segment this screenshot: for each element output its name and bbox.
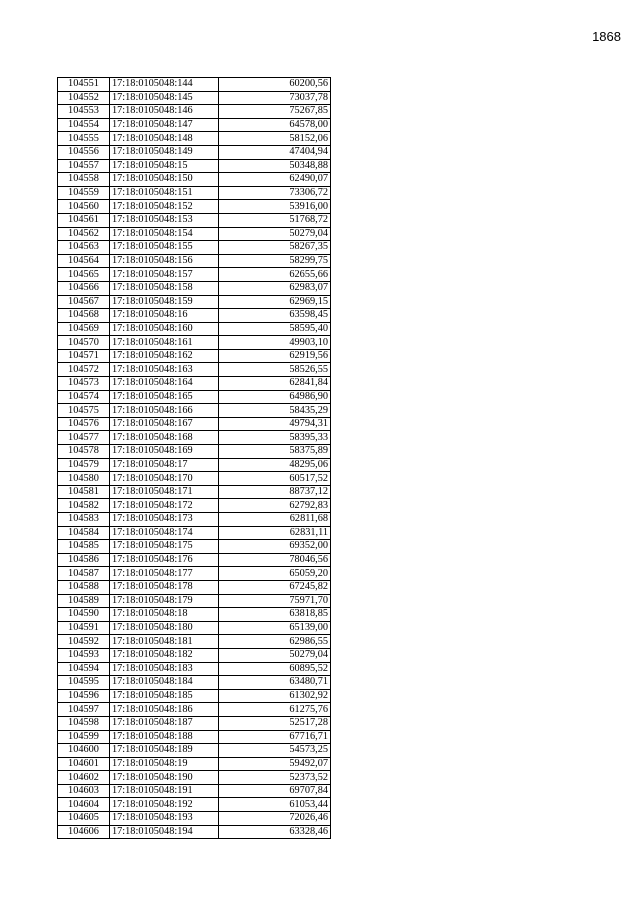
record-number-cell: 104580 <box>58 472 110 486</box>
cadastral-value-cell: 62655,66 <box>219 268 331 282</box>
cadastral-value-cell: 62792,83 <box>219 499 331 513</box>
cadastral-value-cell: 61302,92 <box>219 689 331 703</box>
cadastral-value-cell: 65139,00 <box>219 621 331 635</box>
cadastral-value-cell: 58526,55 <box>219 363 331 377</box>
table-row <box>58 812 331 826</box>
cadastral-number-cell: 17:18:0105048:153 <box>110 213 219 227</box>
cadastral-value-cell: 48295,06 <box>219 458 331 472</box>
cadastral-number-cell: 17:18:0105048:168 <box>110 431 219 445</box>
cadastral-number-cell: 17:18:0105048:183 <box>110 662 219 676</box>
cadastral-value-cell: 60895,52 <box>219 662 331 676</box>
cadastral-number-cell: 17:18:0105048:162 <box>110 349 219 363</box>
table-row <box>58 213 331 227</box>
cadastral-number-cell: 17:18:0105048:184 <box>110 676 219 690</box>
cadastral-value-cell: 73306,72 <box>219 186 331 200</box>
cadastral-value-table <box>57 77 331 839</box>
table-row <box>58 200 331 214</box>
cadastral-number-cell: 17:18:0105048:150 <box>110 173 219 187</box>
record-number-cell: 104583 <box>58 513 110 527</box>
cadastral-value-cell: 49794,31 <box>219 417 331 431</box>
record-number-cell: 104564 <box>58 254 110 268</box>
record-number-cell: 104559 <box>58 186 110 200</box>
cadastral-value-cell: 62969,15 <box>219 295 331 309</box>
record-number-cell: 104556 <box>58 145 110 159</box>
cadastral-number-cell: 17:18:0105048:169 <box>110 445 219 459</box>
cadastral-value-cell: 60200,56 <box>219 78 331 92</box>
table-row <box>58 377 331 391</box>
table-row <box>58 757 331 771</box>
record-number-cell: 104575 <box>58 404 110 418</box>
cadastral-number-cell: 17:18:0105048:151 <box>110 186 219 200</box>
record-number-cell: 104599 <box>58 730 110 744</box>
cadastral-value-cell: 47404,94 <box>219 145 331 159</box>
table-row <box>58 404 331 418</box>
record-number-cell: 104600 <box>58 744 110 758</box>
cadastral-number-cell: 17:18:0105048:19 <box>110 757 219 771</box>
table-row <box>58 580 331 594</box>
table-row <box>58 445 331 459</box>
record-number-cell: 104560 <box>58 200 110 214</box>
table-row <box>58 159 331 173</box>
cadastral-value-cell: 50279,04 <box>219 227 331 241</box>
cadastral-value-cell: 50348,88 <box>219 159 331 173</box>
table-row <box>58 798 331 812</box>
cadastral-value-cell: 75267,85 <box>219 105 331 119</box>
table-row <box>58 78 331 92</box>
table-row <box>58 363 331 377</box>
cadastral-value-cell: 58375,89 <box>219 445 331 459</box>
table-row <box>58 268 331 282</box>
cadastral-value-cell: 60517,52 <box>219 472 331 486</box>
record-number-cell: 104568 <box>58 309 110 323</box>
cadastral-number-cell: 17:18:0105048:167 <box>110 417 219 431</box>
cadastral-value-cell: 63598,45 <box>219 309 331 323</box>
page-number: 1868 <box>592 29 621 44</box>
record-number-cell: 104590 <box>58 608 110 622</box>
table-row <box>58 526 331 540</box>
table-row <box>58 472 331 486</box>
cadastral-number-cell: 17:18:0105048:188 <box>110 730 219 744</box>
cadastral-number-cell: 17:18:0105048:16 <box>110 309 219 323</box>
cadastral-value-cell: 73037,78 <box>219 91 331 105</box>
table-row <box>58 689 331 703</box>
cadastral-number-cell: 17:18:0105048:146 <box>110 105 219 119</box>
record-number-cell: 104596 <box>58 689 110 703</box>
record-number-cell: 104576 <box>58 417 110 431</box>
table-row <box>58 771 331 785</box>
record-number-cell: 104602 <box>58 771 110 785</box>
cadastral-value-cell: 62919,56 <box>219 349 331 363</box>
record-number-cell: 104606 <box>58 825 110 839</box>
table-row <box>58 540 331 554</box>
table-row <box>58 567 331 581</box>
table-row <box>58 105 331 119</box>
cadastral-value-cell: 88737,12 <box>219 485 331 499</box>
table-row <box>58 349 331 363</box>
table-row <box>58 145 331 159</box>
record-number-cell: 104578 <box>58 445 110 459</box>
cadastral-number-cell: 17:18:0105048:147 <box>110 118 219 132</box>
record-number-cell: 104594 <box>58 662 110 676</box>
table-row <box>58 431 331 445</box>
cadastral-number-cell: 17:18:0105048:152 <box>110 200 219 214</box>
cadastral-value-cell: 58595,40 <box>219 322 331 336</box>
cadastral-value-cell: 63480,71 <box>219 676 331 690</box>
record-number-cell: 104582 <box>58 499 110 513</box>
cadastral-value-cell: 69707,84 <box>219 784 331 798</box>
cadastral-number-cell: 17:18:0105048:154 <box>110 227 219 241</box>
table-row <box>58 499 331 513</box>
cadastral-number-cell: 17:18:0105048:192 <box>110 798 219 812</box>
record-number-cell: 104574 <box>58 390 110 404</box>
cadastral-number-cell: 17:18:0105048:18 <box>110 608 219 622</box>
table-row <box>58 648 331 662</box>
table-row <box>58 417 331 431</box>
cadastral-number-cell: 17:18:0105048:171 <box>110 485 219 499</box>
record-number-cell: 104587 <box>58 567 110 581</box>
cadastral-value-cell: 65059,20 <box>219 567 331 581</box>
table-row <box>58 703 331 717</box>
table-row <box>58 390 331 404</box>
record-number-cell: 104595 <box>58 676 110 690</box>
table-row <box>58 485 331 499</box>
cadastral-number-cell: 17:18:0105048:144 <box>110 78 219 92</box>
record-number-cell: 104588 <box>58 580 110 594</box>
cadastral-value-cell: 58395,33 <box>219 431 331 445</box>
cadastral-value-cell: 61053,44 <box>219 798 331 812</box>
cadastral-number-cell: 17:18:0105048:158 <box>110 281 219 295</box>
table-row <box>58 241 331 255</box>
table-row <box>58 458 331 472</box>
record-number-cell: 104552 <box>58 91 110 105</box>
cadastral-number-cell: 17:18:0105048:157 <box>110 268 219 282</box>
record-number-cell: 104562 <box>58 227 110 241</box>
cadastral-value-cell: 50279,04 <box>219 648 331 662</box>
table-row <box>58 825 331 839</box>
record-number-cell: 104573 <box>58 377 110 391</box>
record-number-cell: 104569 <box>58 322 110 336</box>
table-row <box>58 309 331 323</box>
cadastral-value-cell: 69352,00 <box>219 540 331 554</box>
record-number-cell: 104551 <box>58 78 110 92</box>
cadastral-number-cell: 17:18:0105048:173 <box>110 513 219 527</box>
cadastral-value-cell: 52517,28 <box>219 716 331 730</box>
record-number-cell: 104557 <box>58 159 110 173</box>
record-number-cell: 104571 <box>58 349 110 363</box>
record-number-cell: 104553 <box>58 105 110 119</box>
record-number-cell: 104572 <box>58 363 110 377</box>
cadastral-number-cell: 17:18:0105048:194 <box>110 825 219 839</box>
table-row <box>58 281 331 295</box>
record-number-cell: 104555 <box>58 132 110 146</box>
record-number-cell: 104603 <box>58 784 110 798</box>
table-row <box>58 186 331 200</box>
cadastral-value-cell: 59492,07 <box>219 757 331 771</box>
record-number-cell: 104591 <box>58 621 110 635</box>
table-row <box>58 594 331 608</box>
table-row <box>58 744 331 758</box>
table-row <box>58 662 331 676</box>
record-number-cell: 104601 <box>58 757 110 771</box>
cadastral-number-cell: 17:18:0105048:148 <box>110 132 219 146</box>
cadastral-value-cell: 54573,25 <box>219 744 331 758</box>
cadastral-number-cell: 17:18:0105048:159 <box>110 295 219 309</box>
cadastral-value-cell: 52373,52 <box>219 771 331 785</box>
cadastral-value-cell: 67245,82 <box>219 580 331 594</box>
cadastral-number-cell: 17:18:0105048:187 <box>110 716 219 730</box>
cadastral-number-cell: 17:18:0105048:177 <box>110 567 219 581</box>
record-number-cell: 104592 <box>58 635 110 649</box>
table-row <box>58 730 331 744</box>
cadastral-number-cell: 17:18:0105048:176 <box>110 553 219 567</box>
record-number-cell: 104586 <box>58 553 110 567</box>
cadastral-value-cell: 78046,56 <box>219 553 331 567</box>
cadastral-number-cell: 17:18:0105048:193 <box>110 812 219 826</box>
table-row <box>58 513 331 527</box>
cadastral-value-cell: 62811,68 <box>219 513 331 527</box>
cadastral-value-cell: 63328,46 <box>219 825 331 839</box>
record-number-cell: 104567 <box>58 295 110 309</box>
cadastral-number-cell: 17:18:0105048:182 <box>110 648 219 662</box>
record-number-cell: 104561 <box>58 213 110 227</box>
cadastral-number-cell: 17:18:0105048:165 <box>110 390 219 404</box>
record-number-cell: 104570 <box>58 336 110 350</box>
cadastral-value-cell: 64986,90 <box>219 390 331 404</box>
cadastral-value-cell: 58267,35 <box>219 241 331 255</box>
cadastral-value-cell: 67716,71 <box>219 730 331 744</box>
table-row <box>58 322 331 336</box>
table-row <box>58 132 331 146</box>
table-row <box>58 553 331 567</box>
table-row <box>58 227 331 241</box>
cadastral-number-cell: 17:18:0105048:161 <box>110 336 219 350</box>
cadastral-number-cell: 17:18:0105048:175 <box>110 540 219 554</box>
table-row <box>58 635 331 649</box>
cadastral-value-cell: 72026,46 <box>219 812 331 826</box>
cadastral-value-cell: 58435,29 <box>219 404 331 418</box>
record-number-cell: 104577 <box>58 431 110 445</box>
cadastral-number-cell: 17:18:0105048:166 <box>110 404 219 418</box>
cadastral-number-cell: 17:18:0105048:160 <box>110 322 219 336</box>
record-number-cell: 104605 <box>58 812 110 826</box>
cadastral-number-cell: 17:18:0105048:189 <box>110 744 219 758</box>
record-number-cell: 104566 <box>58 281 110 295</box>
table-row <box>58 784 331 798</box>
cadastral-value-cell: 63818,85 <box>219 608 331 622</box>
table-row <box>58 336 331 350</box>
table-row <box>58 254 331 268</box>
table-row <box>58 91 331 105</box>
table-row <box>58 608 331 622</box>
cadastral-value-cell: 49903,10 <box>219 336 331 350</box>
record-number-cell: 104584 <box>58 526 110 540</box>
cadastral-value-cell: 58152,06 <box>219 132 331 146</box>
cadastral-number-cell: 17:18:0105048:174 <box>110 526 219 540</box>
record-number-cell: 104579 <box>58 458 110 472</box>
cadastral-number-cell: 17:18:0105048:172 <box>110 499 219 513</box>
table-row <box>58 173 331 187</box>
cadastral-number-cell: 17:18:0105048:181 <box>110 635 219 649</box>
cadastral-value-cell: 51768,72 <box>219 213 331 227</box>
record-number-cell: 104585 <box>58 540 110 554</box>
cadastral-value-cell: 62831,11 <box>219 526 331 540</box>
table-body <box>58 78 331 839</box>
cadastral-value-cell: 58299,75 <box>219 254 331 268</box>
record-number-cell: 104593 <box>58 648 110 662</box>
table-row <box>58 295 331 309</box>
cadastral-value-cell: 61275,76 <box>219 703 331 717</box>
table-row <box>58 621 331 635</box>
table-row <box>58 676 331 690</box>
cadastral-number-cell: 17:18:0105048:17 <box>110 458 219 472</box>
cadastral-value-cell: 75971,70 <box>219 594 331 608</box>
record-number-cell: 104565 <box>58 268 110 282</box>
cadastral-number-cell: 17:18:0105048:180 <box>110 621 219 635</box>
record-number-cell: 104581 <box>58 485 110 499</box>
cadastral-value-cell: 62986,55 <box>219 635 331 649</box>
cadastral-number-cell: 17:18:0105048:145 <box>110 91 219 105</box>
cadastral-number-cell: 17:18:0105048:186 <box>110 703 219 717</box>
cadastral-number-cell: 17:18:0105048:179 <box>110 594 219 608</box>
cadastral-value-cell: 53916,00 <box>219 200 331 214</box>
cadastral-value-cell: 62983,07 <box>219 281 331 295</box>
table-row <box>58 716 331 730</box>
cadastral-number-cell: 17:18:0105048:163 <box>110 363 219 377</box>
record-number-cell: 104597 <box>58 703 110 717</box>
cadastral-number-cell: 17:18:0105048:155 <box>110 241 219 255</box>
table-row <box>58 118 331 132</box>
cadastral-number-cell: 17:18:0105048:190 <box>110 771 219 785</box>
cadastral-value-cell: 62841,84 <box>219 377 331 391</box>
record-number-cell: 104598 <box>58 716 110 730</box>
cadastral-number-cell: 17:18:0105048:164 <box>110 377 219 391</box>
record-number-cell: 104558 <box>58 173 110 187</box>
record-number-cell: 104589 <box>58 594 110 608</box>
record-number-cell: 104563 <box>58 241 110 255</box>
cadastral-number-cell: 17:18:0105048:149 <box>110 145 219 159</box>
cadastral-value-cell: 62490,07 <box>219 173 331 187</box>
cadastral-number-cell: 17:18:0105048:178 <box>110 580 219 594</box>
record-number-cell: 104554 <box>58 118 110 132</box>
cadastral-number-cell: 17:18:0105048:15 <box>110 159 219 173</box>
record-number-cell: 104604 <box>58 798 110 812</box>
cadastral-value-cell: 64578,00 <box>219 118 331 132</box>
cadastral-number-cell: 17:18:0105048:170 <box>110 472 219 486</box>
cadastral-number-cell: 17:18:0105048:156 <box>110 254 219 268</box>
cadastral-number-cell: 17:18:0105048:191 <box>110 784 219 798</box>
cadastral-number-cell: 17:18:0105048:185 <box>110 689 219 703</box>
